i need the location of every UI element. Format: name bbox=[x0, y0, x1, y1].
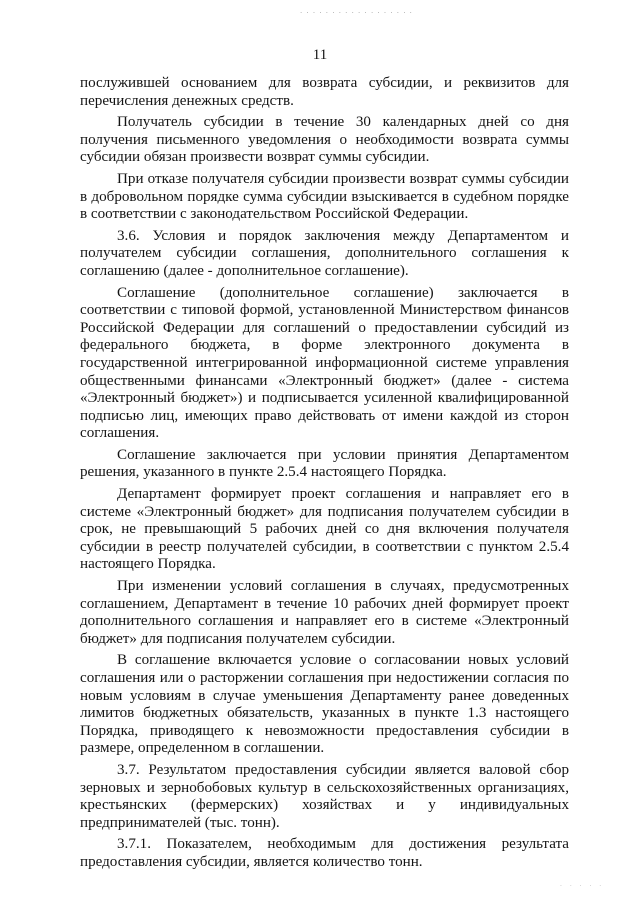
scan-header-noise: · · · · · · · · · · · · · · · · · · bbox=[300, 9, 413, 17]
paragraph-continuation: послужившей основанием для возврата субсидии, и реквизитов для перечисления денежных средств. bbox=[80, 75, 569, 109]
scan-footer-noise: · · · · · bbox=[560, 883, 605, 890]
document-body bbox=[80, 75, 569, 876]
paragraph-agreement-form: Соглашение (дополнительное соглашение) заключается в соответствии с типовой формой, установленной Министерством финансов Российской Федерации для соглашений о предоставлении субсидий из федерального бюджета, в форме электронного документа в государственной интегрированной информационной системе управления общественными финансами «Электронный бюджет» (далее - система «Электронный бюджет») и подписывается усиленной квалифицированной подписью лиц, имеющих право действовать от имени каждой из сторон соглашения. bbox=[80, 284, 569, 442]
paragraph-conditions-change: При изменении условий соглашения в случаях, предусмотренных соглашением, Департамент в течение 10 рабочих дней формирует проект дополнительного соглашения и направляет его в системе «Электронный бюджет» для подписания получателем субсидии. bbox=[80, 578, 569, 647]
paragraph-refusal-recovery: При отказе получателя субсидии произвести возврат суммы субсидии в добровольном порядке сумма субсидии взыскивается в судебном порядке в соответствии с законодательством Российской Федерации. bbox=[80, 170, 569, 223]
paragraph-section-3-7-1: 3.7.1. Показателем, необходимым для достижения результата предоставления субсидии, является количество тонн. bbox=[80, 836, 569, 870]
page-number: 11 bbox=[312, 47, 328, 63]
paragraph-draft-agreement: Департамент формирует проект соглашения и направляет его в системе «Электронный бюджет» для подписания получателем субсидии в срок, не превышающий 5 рабочих дней со дня включения получателя субсидии в реестр получателей субсидии, в соответствии с пунктом 2.5.4 настоящего Порядка. bbox=[80, 486, 569, 573]
paragraph-section-3-6: 3.6. Условия и порядок заключения между Департаментом и получателем субсидии соглашения, дополнительного соглашения к соглашению (далее - дополнительное соглашение). bbox=[80, 227, 569, 279]
paragraph-section-3-7: 3.7. Результатом предоставления субсидии является валовой сбор зерновых и зернобобовых культур в сельскохозяйственных организациях, крестьянских (фермерских) хозяйствах и у индивидуальных предпринимателей (тыс. тонн). bbox=[80, 761, 569, 831]
paragraph-new-conditions: В соглашение включается условие о согласовании новых условий соглашения или о расторжении соглашения при недостижении согласия по новым условиям в случае уменьшения Департаменту ранее доведенных лимитов бюджетных обязательств, указанных в пункте 1.3 настоящего Порядка, приводящего к невозможности предоставления субсидии в размере, определенном в соглашении. bbox=[80, 652, 569, 757]
paragraph-agreement-condition: Соглашение заключается при условии принятия Департаментом решения, указанного в пункте 2.5.4 настоящего Порядка. bbox=[80, 446, 569, 481]
paragraph-return-deadline: Получатель субсидии в течение 30 календарных дней со дня получения письменного уведомления о необходимости возврата суммы субсидии обязан произвести возврат суммы субсидии. bbox=[80, 114, 569, 166]
